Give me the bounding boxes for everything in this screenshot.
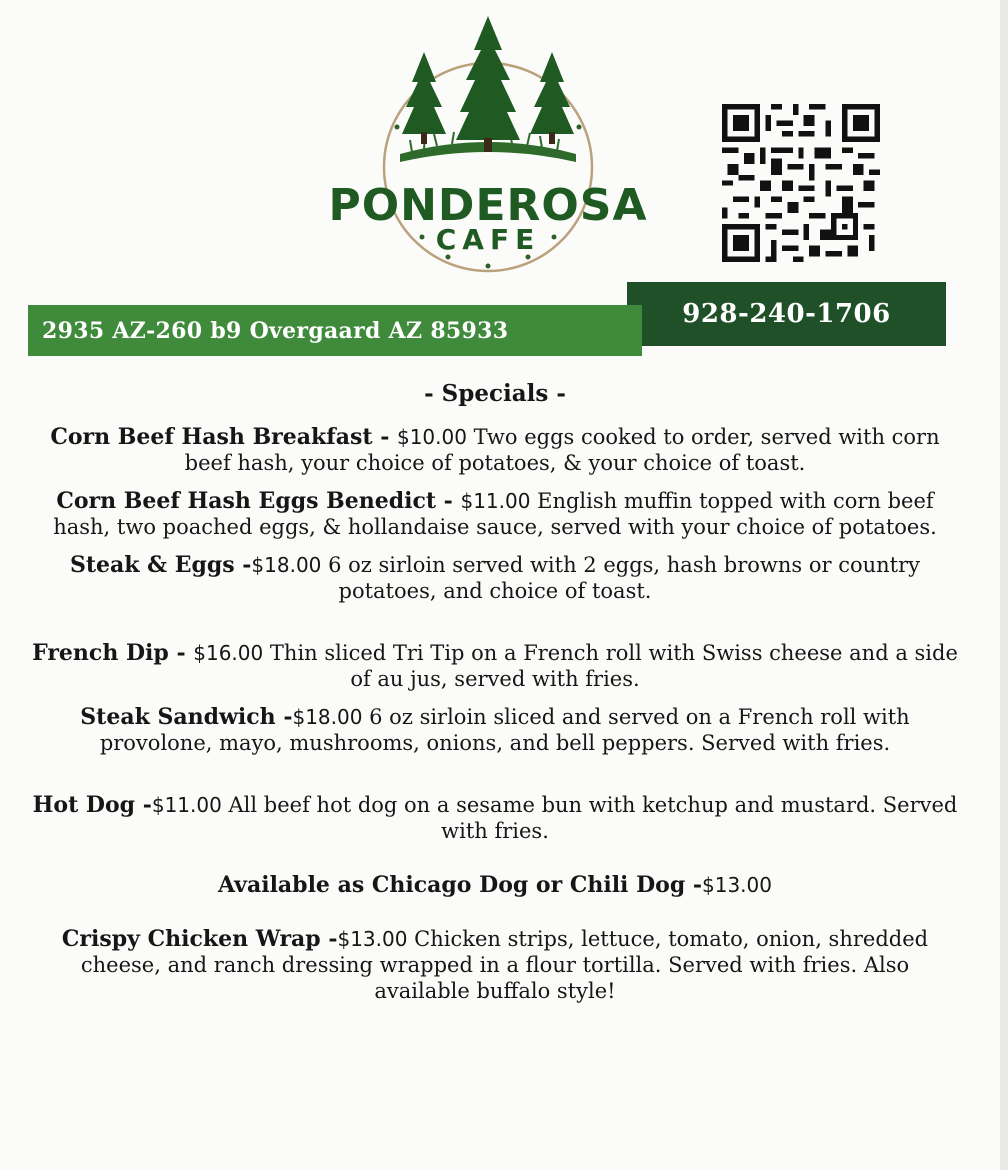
item-description: Thin sliced Tri Tip on a French roll with Swiss cheese and a side of au jus, served with fries. [263,641,958,691]
item-name: Available as Chicago Dog or Chili Dog [218,872,686,898]
item-description: All beef hot dog on a sesame bun with ketchup and mustard. Served with fries. [221,793,958,843]
menu-item [30,424,960,476]
item-sep: - [275,704,293,730]
logo-text-cafe: CAFE [435,223,541,256]
specials-menu [30,378,960,1004]
item-name: Corn Beef Hash Eggs Benedict [56,488,437,514]
menu-item [30,792,960,844]
item-price: $18.00 [292,705,363,729]
item-name: Hot Dog [32,792,136,818]
item-price: $16.00 [193,641,264,665]
item-price: $13.00 [337,927,408,951]
item-description: 6 oz sirloin served with 2 eggs, hash browns or country potatoes, and choice of toast. [321,553,921,603]
menu-item [30,488,960,540]
phone-banner [627,282,946,346]
menu-item [30,926,960,1004]
item-price: $18.00 [251,553,322,577]
item-price: $13.00 [702,873,772,897]
specials-heading: - Specials - [424,380,566,407]
address-text: 2935 AZ-260 b9 Overgaard AZ 85933 [42,317,509,344]
item-sep: - [320,926,338,952]
item-price: $11.00 [151,793,222,817]
pine-trees [402,16,574,152]
item-description: English muffin topped with corn beef hash, two poached eggs, & hollandaise sauce, served with your choice of potatoes. [53,489,937,539]
item-description: 6 oz sirloin sliced and served on a French roll with provolone, mayo, mushrooms, onions, and bell peppers. Served with fries. [99,705,910,755]
item-name: Corn Beef Hash Breakfast [50,424,373,450]
menu-item [30,552,960,604]
item-sep: - [685,872,702,898]
ponderosa-cafe-logo [328,12,648,282]
item-price: $11.00 [460,489,531,513]
item-sep: - [168,640,194,666]
logo-text-ponderosa: PONDEROSA [328,180,648,231]
item-sep: - [234,552,252,578]
qr-code[interactable] [722,104,880,262]
menu-item [30,640,960,692]
item-price: $10.00 [396,425,467,449]
item-name: Steak Sandwich [80,704,276,730]
page-edge [1000,0,1008,1170]
address-banner [28,305,642,356]
phone-number[interactable]: 928-240-1706 [682,299,891,329]
item-description: Chicken strips, lettuce, tomato, onion, shredded cheese, and ranch dressing wrapped in a flour tortilla. Served with fries. Also available buffalo style! [80,927,929,1003]
item-name: Steak & Eggs [69,552,235,578]
item-name: French Dip [32,640,169,666]
menu-item-variant [30,872,960,898]
menu-item [30,704,960,756]
item-sep: - [135,792,152,818]
item-description: Two eggs cooked to order, served with corn beef hash, your choice of potatoes, & your choice of toast. [184,425,940,475]
item-sep: - [372,424,397,450]
item-name: Crispy Chicken Wrap [61,926,321,952]
item-sep: - [436,488,461,514]
